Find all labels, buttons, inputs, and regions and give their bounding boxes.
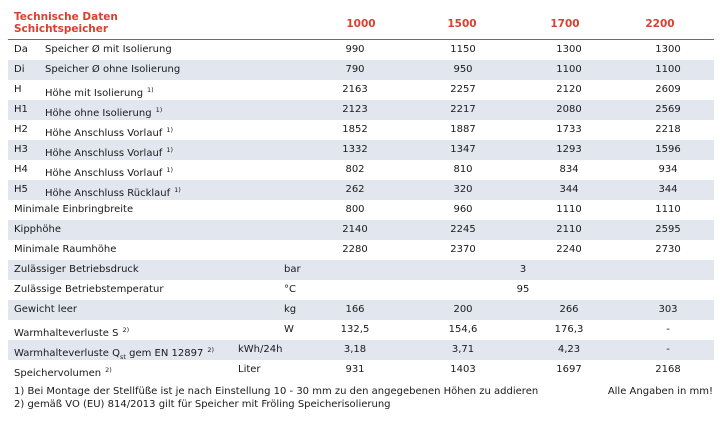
table-row [8,280,714,300]
footnote-marker: 1) [155,106,163,114]
row-abbreviation: Di [14,64,25,75]
row-value: 2730 [655,244,681,255]
row-value: 2257 [450,84,476,95]
row-label [14,280,163,300]
row-value: 1300 [556,44,582,55]
row-value: 344 [559,184,579,195]
row-value: 303 [658,304,678,315]
table-row [8,320,714,340]
row-label-text: gem EN 12897 [125,348,204,359]
row-label [14,240,116,260]
footnote-marker: 1) [166,166,173,174]
row-label [14,300,77,320]
footnote-marker: 2) [105,366,112,374]
row-value: 1150 [450,44,476,55]
row-value: 2218 [655,124,681,135]
row-value: 176,3 [554,324,584,335]
row-label-text: Gewicht leer [14,304,77,315]
footnote-marker: 1) [174,186,181,194]
table-row [8,80,714,100]
row-label [14,360,112,380]
row-value: 200 [453,304,473,315]
row-value: 320 [453,184,473,195]
row-value: 154,6 [448,324,478,335]
footnote-marker: 1) [166,126,173,134]
row-label-text: Höhe mit Isolierung [45,88,144,99]
row-value: 2609 [655,84,681,95]
row-value: 1100 [655,64,681,75]
footnote-marker: 1) [147,86,154,94]
row-value: 3,18 [343,344,367,355]
row-unit: W [284,324,294,335]
row-value: 1100 [556,64,582,75]
row-value: 4,23 [557,344,581,355]
row-value: 834 [559,164,579,175]
row-label [14,340,214,360]
row-abbreviation: H [14,84,22,95]
row-value: 1332 [342,144,368,155]
row-value: 2120 [556,84,582,95]
row-value: 266 [559,304,579,315]
row-value: 1596 [655,144,681,155]
row-value: 960 [453,204,473,215]
row-label [45,140,173,160]
row-label-text: Kipphöhe [14,224,61,235]
column-header-1700: 1700 [550,18,580,30]
row-value: 2110 [556,224,582,235]
footnote-marker: 1) [166,146,173,154]
row-abbreviation: H4 [14,164,28,175]
row-value: 934 [658,164,678,175]
row-value: 1110 [655,204,681,215]
row-label-text: Minimale Einbringbreite [14,204,134,215]
row-value-merged: 95 [516,284,530,295]
row-value: 810 [453,164,473,175]
row-value: 2370 [450,244,476,255]
row-value: 3,71 [451,344,475,355]
row-value: 2123 [342,104,368,115]
table-row [8,300,714,320]
row-value: 2280 [342,244,368,255]
column-header-1000: 1000 [346,18,376,30]
table-row [8,120,714,140]
row-value: 1733 [556,124,582,135]
table-header [0,0,723,40]
row-label [45,40,172,60]
table-row [8,360,714,380]
row-label-text: Höhe ohne Isolierung [45,108,152,119]
table-row [8,260,714,280]
row-abbreviation: H5 [14,184,28,195]
row-value: 802 [345,164,365,175]
row-label [45,60,180,80]
row-label [45,120,173,140]
table-row [8,160,714,180]
row-value: 2569 [655,104,681,115]
row-value: 2245 [450,224,476,235]
row-value: 1300 [655,44,681,55]
row-label-text: Zulässiger Betriebsdruck [14,264,139,275]
table-row [8,40,714,60]
row-value: 344 [658,184,678,195]
table-row [8,340,714,360]
row-abbreviation: H2 [14,124,28,135]
row-value: - [666,324,670,335]
row-value: - [666,344,670,355]
table-row [8,220,714,240]
row-value: 800 [345,204,365,215]
row-value: 1293 [556,144,582,155]
row-value: 790 [345,64,365,75]
row-value: 262 [345,184,365,195]
footnote-1: 1) Bei Montage der Stellfüße ist je nach Einstellung 10 - 30 mm zu den angegebenen Höhen zu addieren [14,386,539,397]
row-abbreviation: H1 [14,104,28,115]
units-note: Alle Angaben in mm! [607,386,713,397]
row-label [45,100,162,120]
row-value: 1852 [342,124,368,135]
row-label [45,160,173,180]
row-abbreviation: Da [14,44,28,55]
row-label [14,200,133,220]
row-label-text: Höhe Anschluss Rücklauf [45,188,171,199]
table-title: Technische Daten Schichtspeicher [14,11,118,35]
row-label [14,220,61,240]
row-unit: kWh/24h [238,344,283,355]
row-unit: bar [284,264,301,275]
row-value: 166 [345,304,365,315]
row-label-text: Minimale Raumhöhe [14,244,117,255]
row-value: 2217 [450,104,476,115]
row-label-text: Speicher Ø ohne Isolierung [45,64,181,75]
row-label-text: Speichervolumen [14,368,102,379]
row-unit: °C [284,284,296,295]
row-unit: kg [284,304,297,315]
row-label-text: Höhe Anschluss Vorlauf [45,128,163,139]
row-label-text: Höhe Anschluss Vorlauf [45,168,163,179]
row-value: 2240 [556,244,582,255]
table-row [8,180,714,200]
row-value: 2080 [556,104,582,115]
row-label-text: Höhe Anschluss Vorlauf [45,148,163,159]
row-value: 2595 [655,224,681,235]
table-row [8,140,714,160]
row-label-text: Warmhalteverluste Q [14,348,121,359]
row-label-text: Zulässige Betriebstemperatur [14,284,164,295]
table-row [8,200,714,220]
table-row [8,60,714,80]
row-label-text: Warmhalteverluste S [14,328,119,339]
row-label-subscript: st [120,353,126,361]
row-value: 2140 [342,224,368,235]
row-value: 1403 [450,364,476,375]
row-value: 1110 [556,204,582,215]
row-value: 1887 [450,124,476,135]
row-value: 950 [453,64,473,75]
row-abbreviation: H3 [14,144,28,155]
row-unit: Liter [238,364,261,375]
row-value: 2168 [655,364,681,375]
row-label-text: Speicher Ø mit Isolierung [45,44,172,55]
row-label [45,80,154,100]
column-header-1500: 1500 [447,18,477,30]
column-header-2200: 2200 [645,18,675,30]
row-value: 2163 [342,84,368,95]
footnote-marker: 2) [207,346,215,354]
row-label [14,260,139,280]
row-value: 931 [345,364,365,375]
row-value: 132,5 [340,324,370,335]
row-value: 1347 [450,144,476,155]
row-value: 1697 [556,364,582,375]
table-row [8,100,714,120]
footnote-marker: 2) [122,326,130,334]
table-row [8,240,714,260]
row-value-merged: 3 [519,264,527,275]
row-value: 990 [345,44,365,55]
row-label [45,180,181,200]
footnote-2: 2) gemäß VO (EU) 814/2013 gilt für Speicher mit Fröling Speicherisolierung [14,399,391,410]
row-label [14,320,129,340]
